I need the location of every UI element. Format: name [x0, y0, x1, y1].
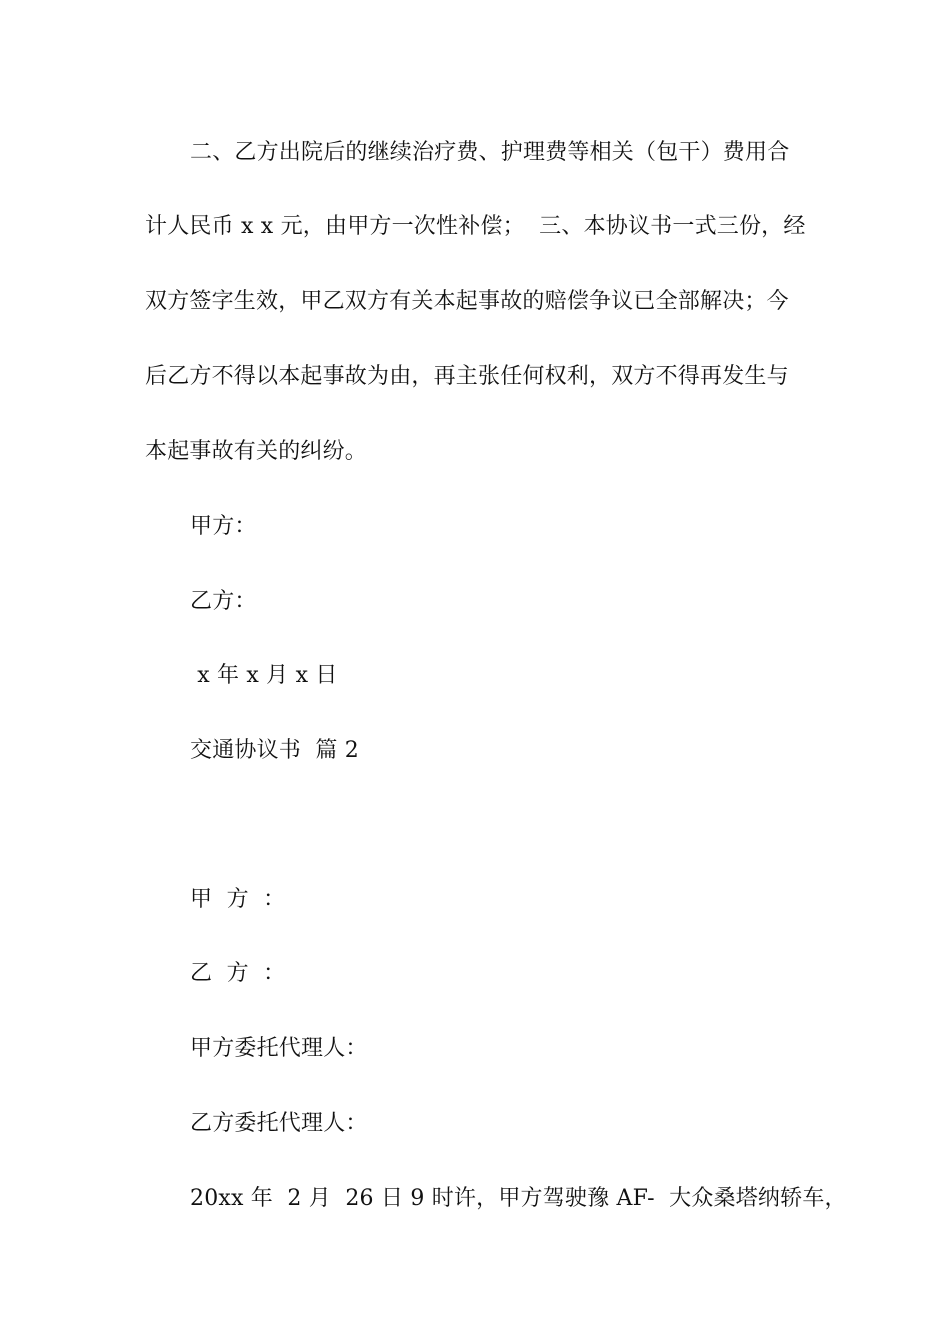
incident-description-line: 20xx 年 2 月 26 日 9 时许，甲方驾驶豫 AF- 大众桑塔纳轿车， [190, 1186, 847, 1211]
paragraph-line-1: 二、乙方出院后的继续治疗费、护理费等相关（包干）费用合 [190, 140, 790, 165]
paragraph-line-2: 计人民币 x x 元，由甲方一次性补偿； 三、本协议书一式三份，经 [145, 214, 806, 239]
party-b-field: 乙 方 ： [190, 961, 286, 986]
party-b-agent-field: 乙方委托代理人： [190, 1111, 368, 1136]
party-a-signature-label: 甲方： [190, 514, 257, 539]
paragraph-line-3: 双方签字生效，甲乙双方有关本起事故的赔偿争议已全部解决；今 [145, 289, 789, 314]
party-b-signature-label: 乙方： [190, 589, 257, 614]
paragraph-line-4: 后乙方不得以本起事故为由，再主张任何权利，双方不得再发生与 [145, 364, 789, 389]
party-a-agent-field: 甲方委托代理人： [190, 1036, 368, 1061]
party-a-field: 甲 方 ： [190, 887, 286, 912]
date-line: x 年 x 月 x 日 [190, 663, 338, 688]
paragraph-line-5: 本起事故有关的纠纷。 [145, 439, 368, 464]
section-title: 交通协议书 篇 2 [190, 738, 359, 763]
